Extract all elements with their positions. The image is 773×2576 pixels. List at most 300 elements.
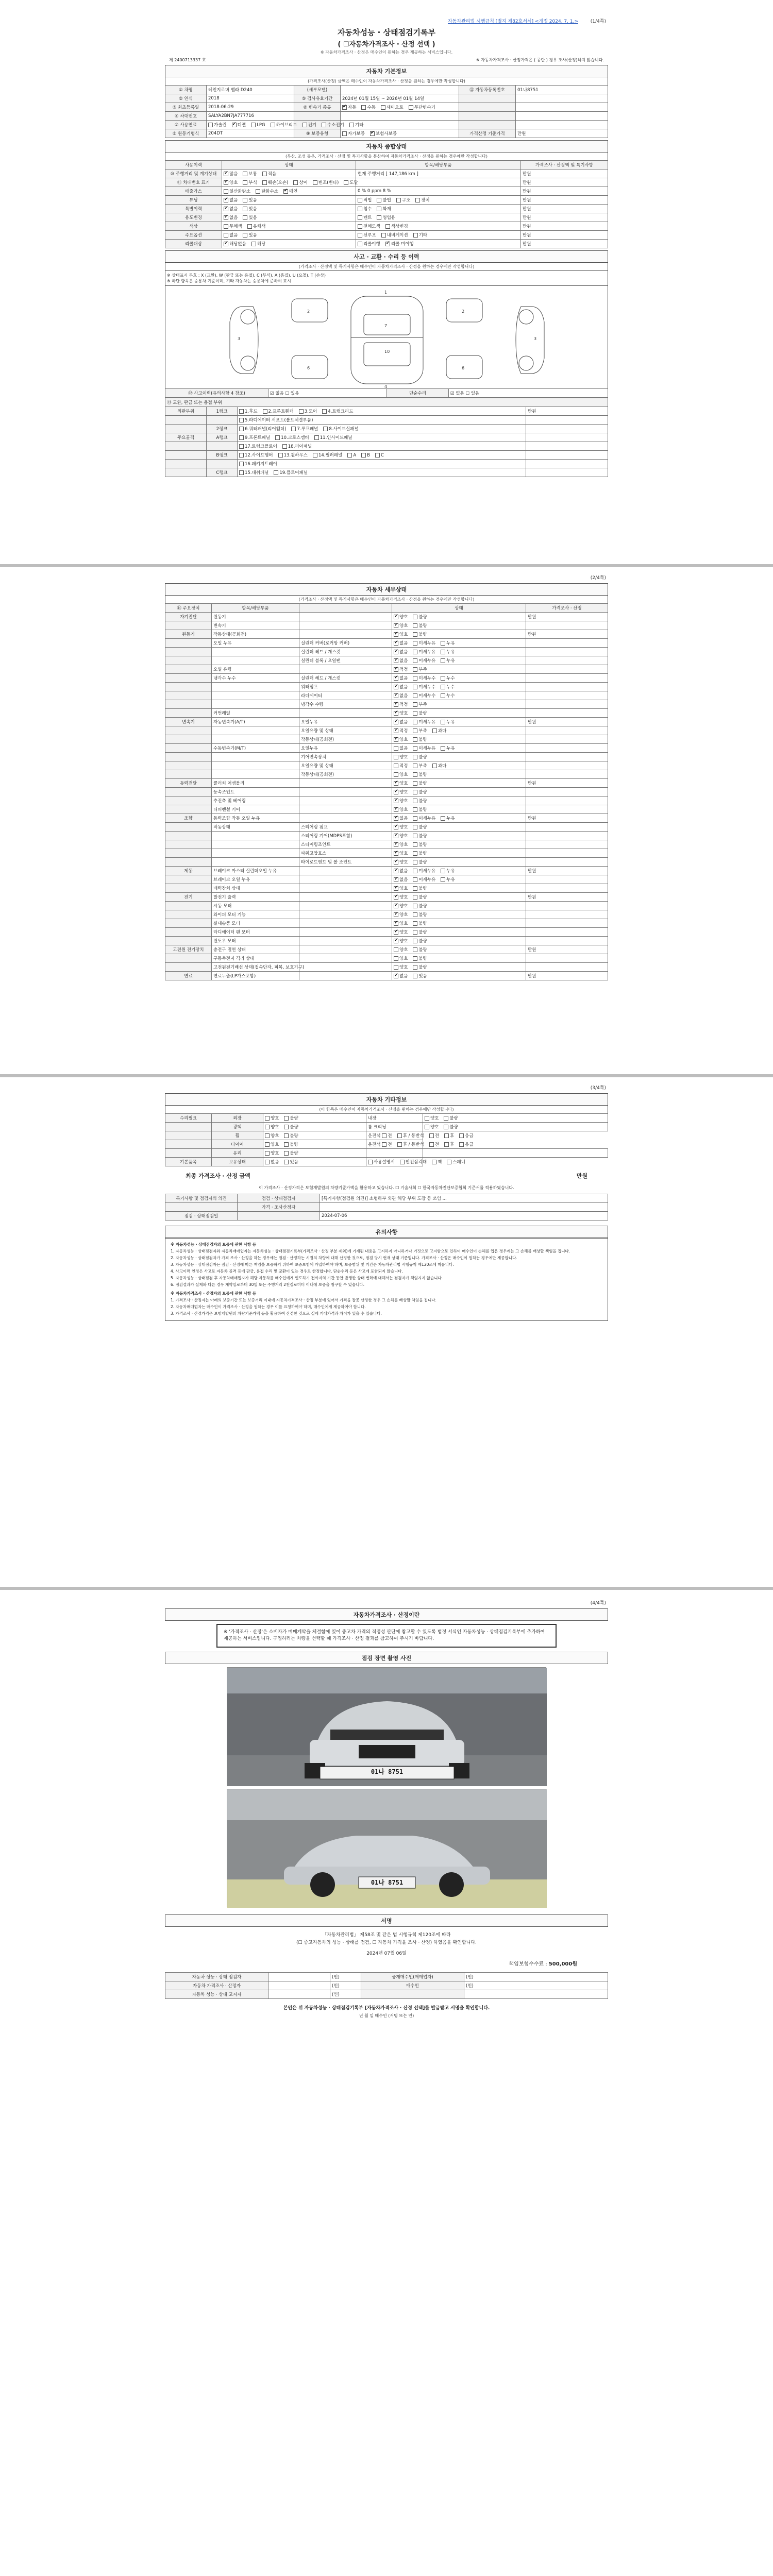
exchange-3-2-checkbox-2[interactable]: [314, 435, 319, 440]
detail-37-3-checkbox-1[interactable]: [413, 939, 417, 943]
other-info-3-2-checkbox-0[interactable]: [265, 1142, 270, 1147]
detail-8-3-checkbox-2[interactable]: [441, 685, 445, 689]
detail-status-note: (가격조사 · 산정액 및 특기사항은 매수인이 자동차가격조사 · 산정을 원하는 경우에만 작성합니다): [165, 595, 608, 603]
exchange-row: [165, 433, 608, 442]
detail-cell: [165, 621, 212, 630]
detail-cell: [392, 796, 526, 805]
other-info-3-2-option-0: 양호: [271, 1142, 279, 1147]
exchange-3-2-checkbox-1[interactable]: [275, 435, 280, 440]
detail-4-3-checkbox-0[interactable]: [394, 650, 398, 654]
status-4-1-checkbox-1[interactable]: [243, 207, 247, 211]
status-5-2-checkbox-1[interactable]: [377, 215, 381, 220]
exchange-5-2-checkbox-2[interactable]: [313, 453, 317, 457]
signature-table: [165, 1972, 608, 1999]
other-info-5-3-checkbox-3[interactable]: [447, 1160, 451, 1164]
detail-41-3-checkbox-0[interactable]: [394, 974, 398, 978]
detail-row: [165, 849, 608, 858]
detail-row: [165, 902, 608, 910]
detail-33-3-checkbox-1[interactable]: [413, 904, 417, 908]
detail-29-3-checkbox-2[interactable]: [441, 869, 445, 873]
status-7-2-checkbox-0[interactable]: [358, 233, 362, 238]
exchange-cell: [526, 416, 608, 425]
detail-row: [165, 779, 608, 788]
detail-8-3-checkbox-0[interactable]: [394, 685, 398, 689]
detail-2-3-checkbox-1[interactable]: [413, 632, 417, 637]
detail-25-3-checkbox-0[interactable]: [394, 834, 398, 838]
detail-cell: 수동변속기(M/T): [212, 744, 299, 753]
exchange-5-2-checkbox-0[interactable]: [239, 453, 244, 457]
basic-info-2-3-option-0: 자동: [348, 105, 357, 110]
detail-row: [165, 691, 608, 700]
detail-13-3-checkbox-1[interactable]: [413, 728, 417, 733]
detail-2-3-checkbox-0[interactable]: [394, 632, 398, 637]
other-info-2-3-checkbox-0[interactable]: [382, 1133, 386, 1138]
basic-info-4-1-checkbox-4[interactable]: [303, 123, 307, 127]
inspector-cell: [특기사항(점검원 의견)] 소형하부 외관 해당 부위 도장 등 쓰임 ...: [320, 1194, 608, 1203]
detail-7-3-checkbox-2[interactable]: [441, 676, 445, 681]
detail-38-3-checkbox-1[interactable]: [413, 947, 417, 952]
status-3-2-checkbox-3[interactable]: [415, 198, 420, 202]
other-info-5-3-checkbox-1[interactable]: [400, 1160, 405, 1164]
status-0-1-checkbox-1[interactable]: [243, 172, 247, 176]
basic-info-2-3-checkbox-2[interactable]: [381, 105, 385, 110]
detail-38-3-checkbox-0[interactable]: [394, 947, 398, 952]
exchange-5-2-option-2: 14.필러패널: [318, 453, 343, 458]
detail-35-3-checkbox-0[interactable]: [394, 921, 398, 926]
detail-9-3-checkbox-2[interactable]: [441, 693, 445, 698]
basic-info-4-1-checkbox-1[interactable]: [232, 123, 237, 127]
exchange-row: [165, 416, 608, 425]
exchange-5-2-checkbox-4[interactable]: [361, 453, 366, 457]
other-info-1-2-checkbox-0[interactable]: [265, 1125, 270, 1129]
detail-cell: 만원: [526, 613, 608, 621]
detail-36-3-checkbox-0[interactable]: [394, 930, 398, 935]
other-info-0-2-checkbox-0[interactable]: [265, 1116, 270, 1121]
basic-info-cell: (세부모델): [294, 86, 341, 94]
status-1-1-checkbox-0[interactable]: [224, 180, 228, 185]
detail-29-3-checkbox-1[interactable]: [413, 869, 417, 873]
status-4-2-checkbox-0[interactable]: [358, 207, 362, 211]
status-8-2-checkbox-1[interactable]: [385, 242, 390, 246]
status-4-1-checkbox-0[interactable]: [224, 207, 228, 211]
status-cell: 현재 주행거리 [ 147,186 km ]: [356, 170, 521, 178]
detail-13-3-checkbox-2[interactable]: [432, 728, 437, 733]
basic-info-2-3-checkbox-3[interactable]: [409, 105, 413, 110]
other-info-2-2-checkbox-1[interactable]: [284, 1133, 289, 1138]
detail-status-title: 자동차 세부상태: [165, 583, 608, 595]
other-info-0-2-option-1: 불량: [290, 1116, 298, 1121]
status-1-1-option-1: 부식: [248, 180, 257, 185]
detail-1-3-option-1: 불량: [418, 623, 427, 629]
detail-24-3-checkbox-0[interactable]: [394, 825, 398, 829]
detail-40-3-checkbox-1[interactable]: [413, 965, 417, 970]
status-cell: ⑪ 차대번호 표기: [165, 178, 222, 187]
basic-info-4-1-checkbox-2[interactable]: [251, 123, 256, 127]
exchange-row: [165, 425, 608, 433]
exchange-cell: [238, 451, 526, 460]
detail-7-3-checkbox-0[interactable]: [394, 676, 398, 681]
detail-12-3-checkbox-2[interactable]: [441, 720, 445, 724]
detail-27-3-checkbox-1[interactable]: [413, 851, 417, 856]
status-7-1-checkbox-0[interactable]: [224, 233, 228, 238]
other-info-4-2-checkbox-0[interactable]: [265, 1151, 270, 1156]
detail-17-3-checkbox-1[interactable]: [413, 764, 417, 768]
detail-19-3-checkbox-1[interactable]: [413, 781, 417, 786]
detail-36-3-option-0: 양호: [399, 930, 408, 935]
other-info-5-3-checkbox-2[interactable]: [432, 1160, 436, 1164]
detail-row: [165, 796, 608, 805]
detail-13-3-checkbox-0[interactable]: [394, 728, 398, 733]
status-1-1-checkbox-1[interactable]: [243, 180, 247, 185]
detail-31-3-checkbox-0[interactable]: [394, 886, 398, 891]
other-info-5-2-checkbox-0[interactable]: [265, 1160, 270, 1164]
detail-18-3-checkbox-0[interactable]: [394, 772, 398, 777]
detail-32-3-checkbox-1[interactable]: [413, 895, 417, 900]
detail-3-3-checkbox-0[interactable]: [394, 641, 398, 646]
basic-info-5-3-checkbox-0[interactable]: [342, 131, 347, 136]
basic-info-4-1-checkbox-0[interactable]: [208, 123, 213, 127]
detail-0-3-option-0: 양호: [399, 615, 408, 620]
exchange-0-2-checkbox-0[interactable]: [239, 409, 244, 414]
inspector-row: [165, 1203, 608, 1212]
basic-info-cell: ⑨ 보증유형: [294, 129, 341, 138]
simple-repair-value[interactable]: ☑ 없음 ☐ 있음: [449, 389, 608, 398]
status-1-1-checkbox-2[interactable]: [262, 180, 267, 185]
detail-cell: [526, 726, 608, 735]
detail-21-3-checkbox-0[interactable]: [394, 799, 398, 803]
detail-1-3-checkbox-1[interactable]: [413, 623, 417, 628]
status-0-1-checkbox-0[interactable]: [224, 172, 228, 176]
exchange-0-2-checkbox-2[interactable]: [299, 409, 304, 414]
detail-40-3-checkbox-0[interactable]: [394, 965, 398, 970]
detail-3-3-checkbox-2[interactable]: [441, 641, 445, 646]
detail-23-3-checkbox-1[interactable]: [413, 816, 417, 821]
status-7-1-checkbox-1[interactable]: [243, 233, 247, 238]
other-info-2-3-checkbox-3[interactable]: [444, 1133, 449, 1138]
detail-7-3-checkbox-1[interactable]: [413, 676, 417, 681]
detail-36-3-checkbox-1[interactable]: [413, 930, 417, 935]
detail-32-3-checkbox-0[interactable]: [394, 895, 398, 900]
exchange-cell: [238, 416, 526, 425]
detail-cell: [526, 788, 608, 796]
detail-20-3-option-1: 불량: [418, 790, 427, 795]
detail-4-3-checkbox-1[interactable]: [413, 650, 417, 654]
detail-cell: [165, 735, 212, 744]
basic-info-row: [165, 129, 608, 138]
detail-26-3-checkbox-1[interactable]: [413, 842, 417, 847]
status-3-2-checkbox-1[interactable]: [377, 198, 381, 202]
other-info-1-4-checkbox-1[interactable]: [444, 1125, 448, 1129]
other-info-3-3-checkbox-4[interactable]: [459, 1142, 464, 1147]
status-8-1-checkbox-0[interactable]: [224, 242, 228, 246]
detail-cell: [165, 884, 212, 893]
page-2: [165, 572, 608, 1066]
detail-cell: 만원: [526, 630, 608, 639]
other-info-cell: 외장: [212, 1114, 263, 1123]
accident-history-value[interactable]: ☑ 없음 ☐ 있음: [268, 389, 387, 398]
status-3-1-checkbox-1[interactable]: [243, 198, 247, 202]
detail-cell: [165, 805, 212, 814]
detail-29-3-checkbox-0[interactable]: [394, 869, 398, 873]
exchange-5-2-checkbox-3[interactable]: [347, 453, 352, 457]
exchange-5-2-checkbox-5[interactable]: [375, 453, 380, 457]
exchange-0-2-checkbox-3[interactable]: [322, 409, 327, 414]
detail-14-3-checkbox-1[interactable]: [413, 737, 417, 742]
detail-6-3-option-0: 적정: [399, 667, 408, 672]
detail-30-3-option-2: 누유: [446, 877, 455, 883]
detail-21-3-checkbox-1[interactable]: [413, 799, 417, 803]
detail-39-3-checkbox-1[interactable]: [413, 956, 417, 961]
basic-info-4-1-checkbox-3[interactable]: [271, 123, 275, 127]
detail-26-3-checkbox-0[interactable]: [394, 842, 398, 847]
basic-info-5-3-checkbox-1[interactable]: [370, 131, 375, 136]
detail-14-3-checkbox-0[interactable]: [394, 737, 398, 742]
status-6-2-checkbox-1[interactable]: [385, 224, 390, 229]
detail-35-3-option-1: 불량: [418, 921, 427, 926]
sign-text-2: (☐ 중고자동차의 성능 · 상태를 점검, ☐ 자동차 가격을 조사 · 산정) 하였음을 확인합니다.: [296, 1940, 477, 1945]
detail-cell: 라디에이터 팬 모터: [212, 928, 299, 937]
detail-15-3-checkbox-1[interactable]: [413, 746, 417, 751]
exchange-2-2-checkbox-0[interactable]: [239, 427, 244, 431]
detail-cell: [165, 639, 212, 648]
other-info-2-3-checkbox-2[interactable]: [429, 1133, 434, 1138]
detail-cell: 배력장치 상태: [212, 884, 299, 893]
detail-cell: [299, 963, 392, 972]
detail-10-3-checkbox-1[interactable]: [413, 702, 417, 707]
other-info-3-3-checkbox-1[interactable]: [397, 1142, 402, 1147]
basic-info-cell: [341, 129, 459, 138]
other-info-5-3-option-0: 사용설명서: [374, 1160, 395, 1165]
status-6-1-checkbox-1[interactable]: [247, 224, 252, 229]
other-info-1-4-checkbox-0[interactable]: [425, 1125, 429, 1129]
other-info-4-2-option-0: 양호: [271, 1151, 279, 1156]
other-info-0-4-checkbox-1[interactable]: [444, 1116, 448, 1121]
detail-22-3-checkbox-0[interactable]: [394, 807, 398, 812]
detail-20-3-checkbox-0[interactable]: [394, 790, 398, 794]
detail-6-3-option-1: 부족: [418, 667, 427, 672]
exchange-6-2-checkbox-0[interactable]: [239, 462, 244, 466]
detail-6-3-checkbox-1[interactable]: [413, 667, 417, 672]
detail-4-3-checkbox-2[interactable]: [441, 650, 445, 654]
detail-12-3-checkbox-1[interactable]: [413, 720, 417, 724]
detail-17-3-checkbox-0[interactable]: [394, 764, 398, 768]
detail-16-3-checkbox-1[interactable]: [413, 755, 417, 759]
detail-9-3-option-1: 미세누수: [418, 693, 436, 699]
accident-legend-symbols: ※ 상태표시 부호 : X (교환), W (판금 또는 용접), C (부식), A (흠집), U (요철), T (손상): [167, 273, 326, 278]
detail-cell: 실린더 블록 / 오일팬: [299, 656, 392, 665]
other-info-0-4-checkbox-0[interactable]: [425, 1116, 429, 1121]
other-info-5-2-checkbox-1[interactable]: [284, 1160, 289, 1164]
basic-info-2-3-checkbox-0[interactable]: [342, 105, 347, 110]
exchange-0-2-checkbox-1[interactable]: [263, 409, 267, 414]
other-info-2-3-checkbox-1[interactable]: [397, 1133, 402, 1138]
detail-25-3-checkbox-1[interactable]: [413, 834, 417, 838]
detail-0-3-checkbox-0[interactable]: [394, 615, 398, 619]
detail-33-3-option-0: 양호: [399, 904, 408, 909]
status-3-1-checkbox-0[interactable]: [224, 198, 228, 202]
basic-info-4-1-option-2: LPG: [257, 123, 265, 128]
exchange-cell: [207, 442, 238, 451]
status-7-2-checkbox-2[interactable]: [413, 233, 418, 238]
detail-5-3-checkbox-1[interactable]: [413, 658, 417, 663]
detail-34-3-checkbox-1[interactable]: [413, 912, 417, 917]
detail-28-3-checkbox-1[interactable]: [413, 860, 417, 865]
basic-info-4-1-option-6: 기타: [355, 123, 364, 128]
detail-35-3-option-0: 양호: [399, 921, 408, 926]
exchange-4-2-checkbox-1[interactable]: [282, 444, 287, 449]
status-3-2-checkbox-0[interactable]: [358, 198, 362, 202]
exchange-cell: [165, 442, 207, 451]
detail-cell: 오일유량 및 상태: [299, 761, 392, 770]
detail-cell: [392, 735, 526, 744]
status-7-1-option-0: 없음: [229, 233, 238, 238]
detail-18-3-checkbox-1[interactable]: [413, 772, 417, 777]
detail-23-3-checkbox-0[interactable]: [394, 816, 398, 821]
exchange-5-2-checkbox-1[interactable]: [278, 453, 283, 457]
detail-34-3-checkbox-0[interactable]: [394, 912, 398, 917]
status-0-1-checkbox-2[interactable]: [262, 172, 267, 176]
basic-info-2-3-checkbox-1[interactable]: [361, 105, 366, 110]
other-info-2-3-checkbox-4[interactable]: [459, 1133, 464, 1138]
detail-cell: 전기: [165, 893, 212, 902]
exchange-7-2-checkbox-0[interactable]: [239, 470, 244, 475]
status-2-1-checkbox-2[interactable]: [283, 189, 288, 194]
detail-28-3-checkbox-0[interactable]: [394, 860, 398, 865]
exchange-4-2-checkbox-0[interactable]: [239, 444, 244, 449]
detail-39-3-option-1: 불량: [418, 956, 427, 961]
exchange-3-2-checkbox-0[interactable]: [239, 435, 244, 440]
detail-0-3-checkbox-1[interactable]: [413, 615, 417, 619]
status-6-2-checkbox-0[interactable]: [358, 224, 362, 229]
detail-31-3-checkbox-1[interactable]: [413, 886, 417, 891]
status-5-2-checkbox-0[interactable]: [358, 215, 362, 220]
detail-37-3-checkbox-0[interactable]: [394, 939, 398, 943]
detail-30-3-checkbox-2[interactable]: [441, 877, 445, 882]
status-1-1-checkbox-4[interactable]: [313, 180, 317, 185]
other-info-2-2-checkbox-0[interactable]: [265, 1133, 270, 1138]
detail-22-3-checkbox-1[interactable]: [413, 807, 417, 812]
detail-6-3-checkbox-0[interactable]: [394, 667, 398, 672]
detail-16-3-checkbox-0[interactable]: [394, 755, 398, 759]
exchange-7-2-checkbox-1[interactable]: [274, 470, 278, 475]
status-3-1-option-1: 있음: [248, 198, 257, 203]
accident-history-label: ⑫ 사고이력(유의사항 4 참조): [165, 389, 268, 398]
basic-info-4-1-checkbox-5[interactable]: [322, 123, 326, 127]
other-info-3-3-checkbox-0[interactable]: [382, 1142, 386, 1147]
caution-heading-1: ※ 자동차성능 · 상태점검자의 보증에 관한 사항 등: [171, 1242, 257, 1247]
detail-20-3-checkbox-1[interactable]: [413, 790, 417, 794]
detail-19-3-checkbox-0[interactable]: [394, 781, 398, 786]
detail-41-3-option-1: 있음: [418, 974, 427, 979]
detail-row: [165, 954, 608, 963]
detail-cell: 디퍼렌셜 기어: [212, 805, 299, 814]
detail-cell: 라디에이터: [299, 691, 392, 700]
detail-1-3-checkbox-0[interactable]: [394, 623, 398, 628]
detail-41-3-checkbox-1[interactable]: [413, 974, 417, 978]
status-row: [165, 213, 608, 222]
status-7-2-checkbox-1[interactable]: [381, 233, 386, 238]
detail-40-3-option-1: 불량: [418, 965, 427, 970]
status-6-1-checkbox-0[interactable]: [224, 224, 228, 229]
detail-10-3-checkbox-0[interactable]: [394, 702, 398, 707]
other-info-3-2-checkbox-1[interactable]: [284, 1142, 289, 1147]
detail-5-3-checkbox-2[interactable]: [441, 658, 445, 663]
status-2-1-checkbox-0[interactable]: [224, 189, 228, 194]
detail-header: [299, 604, 392, 613]
other-info-0-2-checkbox-1[interactable]: [284, 1116, 289, 1121]
detail-9-3-checkbox-1[interactable]: [413, 693, 417, 698]
status-8-2-checkbox-0[interactable]: [358, 242, 362, 246]
detail-27-3-checkbox-0[interactable]: [394, 851, 398, 856]
detail-cell: 고전원전기배선 상태(접속단자, 피복, 보호기구): [212, 963, 299, 972]
status-1-1-checkbox-3[interactable]: [293, 180, 298, 185]
detail-15-3-checkbox-2[interactable]: [441, 746, 445, 751]
detail-9-3-checkbox-0[interactable]: [394, 693, 398, 698]
detail-11-3-checkbox-1[interactable]: [413, 711, 417, 716]
detail-5-3-checkbox-0[interactable]: [394, 658, 398, 663]
detail-11-3-checkbox-0[interactable]: [394, 711, 398, 716]
detail-cell: [392, 858, 526, 867]
detail-24-3-checkbox-1[interactable]: [413, 825, 417, 829]
detail-3-3-option-1: 미세누유: [418, 641, 436, 646]
detail-12-3-checkbox-0[interactable]: [394, 720, 398, 724]
detail-17-3-checkbox-2[interactable]: [432, 764, 437, 768]
status-1-1-checkbox-5[interactable]: [344, 180, 348, 185]
sign-section-title: 서명: [165, 1914, 608, 1927]
detail-3-3-checkbox-1[interactable]: [413, 641, 417, 646]
detail-cell: 조향: [165, 814, 212, 823]
other-info-5-3-checkbox-0[interactable]: [368, 1160, 373, 1164]
detail-row: [165, 928, 608, 937]
basic-info-4-1-checkbox-6[interactable]: [349, 123, 354, 127]
detail-cell: 오일누유: [299, 718, 392, 726]
detail-26-3-option-0: 양호: [399, 842, 408, 848]
detail-cell: 실린더 커버(로커암 커버): [299, 639, 392, 648]
status-3-2-checkbox-2[interactable]: [396, 198, 401, 202]
detail-cell: [165, 683, 212, 691]
exchange-1-2-checkbox-0[interactable]: [239, 418, 244, 422]
exchange-7-2-option-0: 15.대쉬패널: [245, 470, 269, 476]
status-5-1-checkbox-0[interactable]: [224, 215, 228, 220]
status-8-1-checkbox-1[interactable]: [251, 242, 256, 246]
exchange-cell: [526, 468, 608, 477]
detail-35-3-checkbox-1[interactable]: [413, 921, 417, 926]
detail-cell: 원동기: [165, 630, 212, 639]
status-4-2-checkbox-1[interactable]: [377, 207, 381, 211]
other-info-3-3-checkbox-3[interactable]: [444, 1142, 449, 1147]
detail-23-3-checkbox-2[interactable]: [441, 816, 445, 821]
detail-row: [165, 700, 608, 709]
status-2-1-checkbox-1[interactable]: [256, 189, 260, 194]
status-cell: ⑩ 주행거리 및 계기상태: [165, 170, 222, 178]
signature-cell: [464, 1990, 608, 1999]
detail-row: [165, 735, 608, 744]
status-5-1-checkbox-1[interactable]: [243, 215, 247, 220]
detail-30-3-checkbox-0[interactable]: [394, 877, 398, 882]
status-6-1-option-0: 무채색: [229, 224, 242, 229]
other-info-4-2-checkbox-1[interactable]: [284, 1151, 289, 1156]
other-info-3-3-checkbox-2[interactable]: [429, 1142, 434, 1147]
other-info-1-2-checkbox-1[interactable]: [284, 1125, 289, 1129]
exchange-2-2-checkbox-1[interactable]: [291, 427, 296, 431]
detail-33-3-checkbox-0[interactable]: [394, 904, 398, 908]
detail-8-3-checkbox-1[interactable]: [413, 685, 417, 689]
form-source-link[interactable]: 자동차관리법 시행규칙 [별지 제82호서식] <개정 2024. 7. 1.>: [447, 19, 578, 24]
detail-15-3-checkbox-0[interactable]: [394, 746, 398, 751]
detail-30-3-checkbox-1[interactable]: [413, 877, 417, 882]
exchange-2-2-checkbox-2[interactable]: [323, 427, 328, 431]
detail-39-3-checkbox-0[interactable]: [394, 956, 398, 961]
